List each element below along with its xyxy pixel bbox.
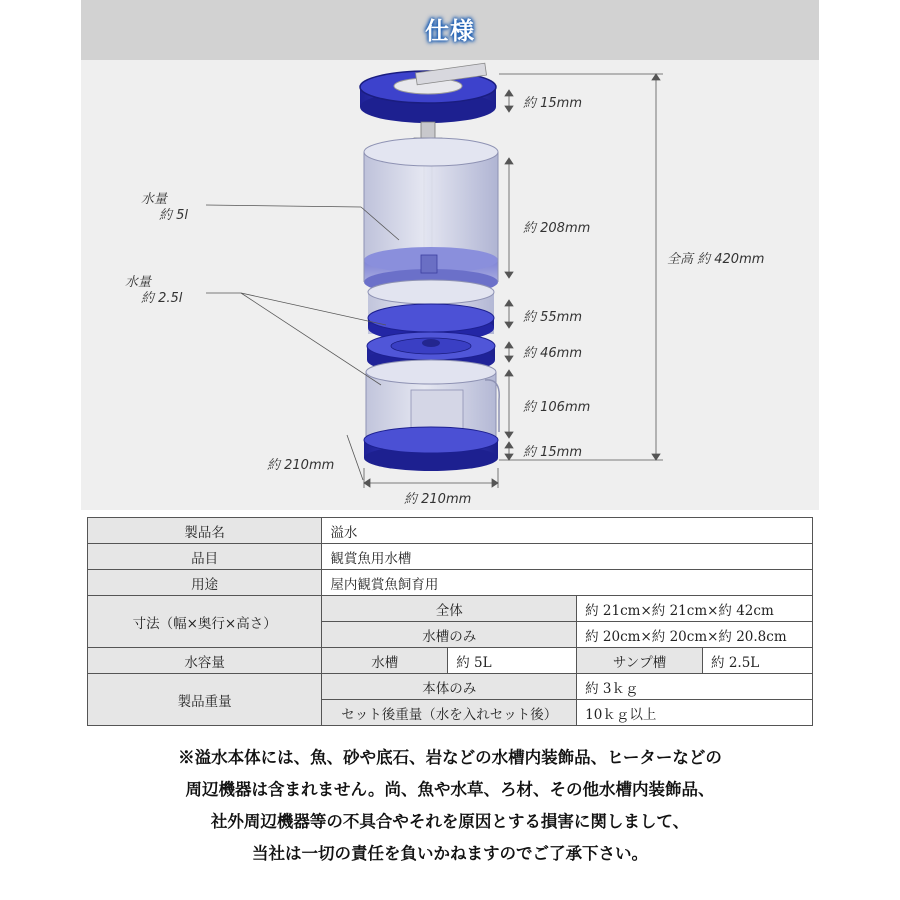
dimensions-overall-label: 全体 <box>322 596 577 622</box>
total-height-label: 全高 約 420mm <box>667 252 765 267</box>
table-row <box>88 570 813 596</box>
weight-label: 製品重量 <box>88 674 322 726</box>
disclaimer-notice <box>81 742 819 870</box>
weight-set-value: 10ｋｇ以上 <box>577 700 813 726</box>
capacity-label: 水容量 <box>88 648 322 674</box>
usage-value: 屋内観賞魚飼育用 <box>322 570 813 596</box>
water-volume-lower-label: 水量 <box>125 275 152 290</box>
tray-height-label: 約 46mm <box>523 346 583 361</box>
dimensions-overall-value: 約 21cm×約 21cm×約 42cm <box>577 596 813 622</box>
base <box>364 427 498 471</box>
category-label: 品目 <box>88 544 322 570</box>
dimensions-label: 寸法（幅×奥行×高さ） <box>88 596 322 648</box>
width-label: 約 210mm <box>404 492 472 507</box>
dimensions-tank-label: 水槽のみ <box>322 622 577 648</box>
spec-table <box>87 517 813 726</box>
product-name-value: 溢水 <box>322 518 813 544</box>
page-title: 仕様 <box>425 17 475 45</box>
usage-label: 用途 <box>88 570 322 596</box>
base-height-label: 約 15mm <box>523 445 583 460</box>
main-tank-height-label: 約 208mm <box>523 221 591 236</box>
weight-set-label: セット後重量（水を入れセット後） <box>322 700 577 726</box>
weight-body-value: 約 3ｋｇ <box>577 674 813 700</box>
capacity-tank-value: 約 5L <box>448 648 577 674</box>
middle-height-label: 約 55mm <box>523 310 583 325</box>
product-diagram <box>81 60 819 510</box>
notice-line: ※溢水本体には、魚、砂や底石、岩などの水槽内装飾品、ヒーターなどの <box>178 748 722 767</box>
table-row <box>88 674 813 700</box>
category-value: 観賞魚用水槽 <box>322 544 813 570</box>
notice-line: 当社は一切の責任を負いかねますのでご了承下さい。 <box>252 844 648 863</box>
weight-body-label: 本体のみ <box>322 674 577 700</box>
table-row <box>88 544 813 570</box>
water-volume-lower-value: 約 2.5l <box>141 291 183 306</box>
header-band <box>81 0 819 60</box>
table-row <box>88 518 813 544</box>
capacity-sump-value: 約 2.5L <box>703 648 813 674</box>
aquarium-diagram <box>81 60 819 510</box>
upper-tank <box>364 138 498 295</box>
lid <box>360 63 496 123</box>
notice-line: 周辺機器は含まれません。尚、魚や水草、ろ材、その他水槽内装飾品、 <box>185 780 715 799</box>
lid-height-label: 約 15mm <box>523 96 583 111</box>
table-row <box>88 596 813 622</box>
table-row <box>88 648 813 674</box>
notice-line: 社外周辺機器等の不具合やそれを原因とする損害に関しまして、 <box>210 812 690 831</box>
water-volume-upper-value: 約 5l <box>159 208 189 223</box>
product-name-label: 製品名 <box>88 518 322 544</box>
water-volume-upper-label: 水量 <box>141 192 168 207</box>
capacity-sump-label: サンプ槽 <box>577 648 703 674</box>
dimensions-tank-value: 約 20cm×約 20cm×約 20.8cm <box>577 622 813 648</box>
depth-label: 約 210mm <box>267 458 335 473</box>
sump-height-label: 約 106mm <box>523 400 591 415</box>
capacity-tank-label: 水槽 <box>322 648 448 674</box>
